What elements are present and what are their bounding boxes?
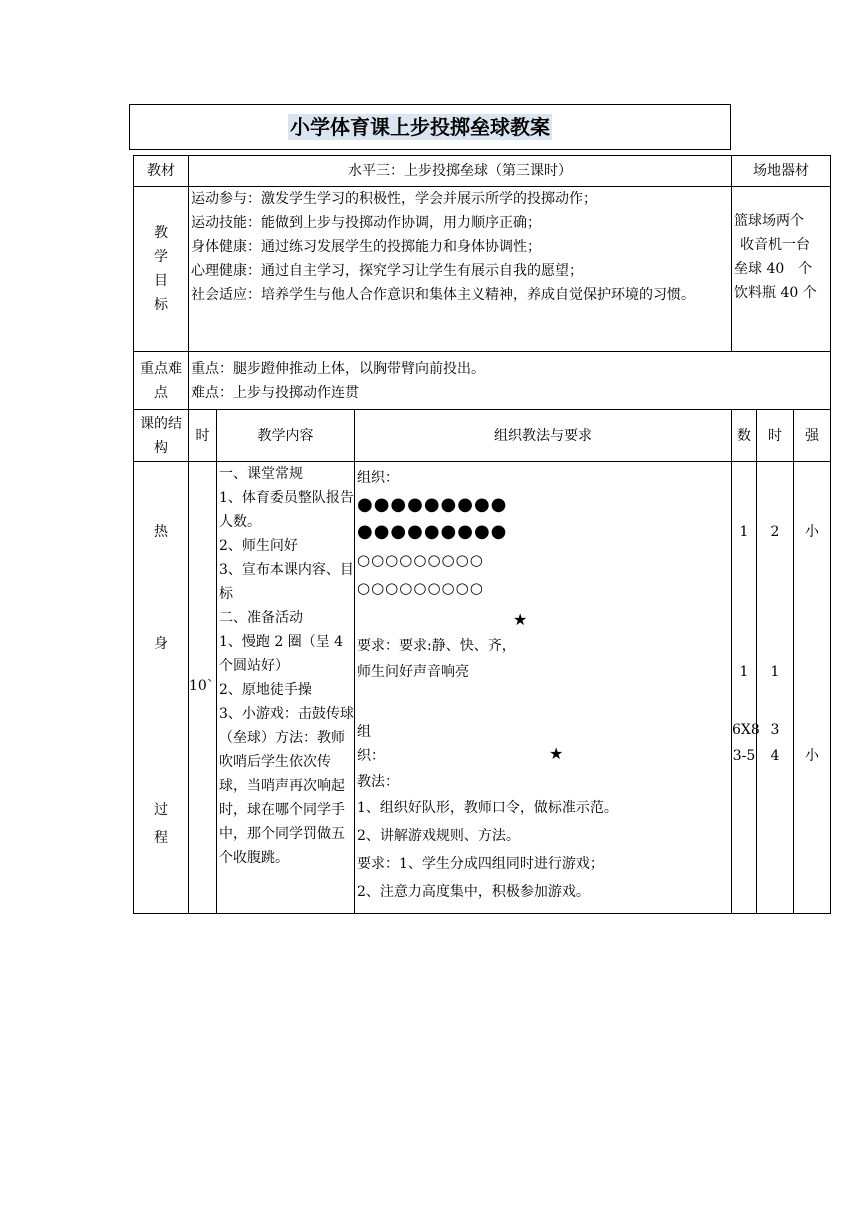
col-organization: 组织教法与要求: [355, 410, 732, 462]
warmup-organization: [355, 462, 732, 914]
column-header-row: [134, 410, 831, 462]
count-value: 6X8: [732, 722, 760, 738]
content-line: 二、准备活动: [219, 610, 303, 626]
duration-value: 3: [770, 722, 780, 738]
lesson-plan-table: [133, 155, 831, 914]
key-points-row: [134, 352, 831, 410]
objective-skill: 运动技能：能做到上步与投掷动作协调，用力顺序正确；: [191, 215, 541, 231]
objective-health: 身体健康：通过练习发展学生的投掷能力和身体协调性；: [191, 239, 541, 255]
formation-hollow-row: ○○○○○○○○○: [357, 579, 484, 597]
stage-char: 身: [154, 636, 168, 652]
objective-participation: 运动参与：激发学生学习的积极性，学会并展示所学的投掷动作；: [191, 191, 597, 207]
formation-filled-row: ●●●●●●●●●: [357, 521, 508, 542]
venue-label: 场地器材: [732, 156, 831, 187]
method-line: 2、讲解游戏规则、方法。: [357, 828, 520, 844]
requirement-line: 师生问好声音响亮: [357, 664, 469, 680]
content-line: 3、小游戏：击鼓传球（垒球）方法：教师吹哨后学生依次传球，当哨声再次响起时，球在哪个同学手中，那个同学罚做五个收腹跳。: [219, 706, 354, 866]
requirement-line: 要求：1、学生分成四组同时进行游戏；: [357, 856, 604, 872]
warmup-stage: [134, 462, 189, 914]
count-value: 3-5: [732, 748, 756, 764]
title-box: [129, 104, 731, 150]
objective-social: 社会适应：培养学生与他人合作意识和集体主义精神，养成自觉保护环境的习惯。: [191, 287, 695, 303]
stage-char: 热: [154, 524, 168, 540]
objectives-row: [134, 187, 831, 352]
warmup-time: [189, 462, 217, 914]
content-line: 一、课堂常规: [219, 466, 303, 482]
equipment-list: [732, 187, 831, 352]
time-value: 10`: [189, 678, 214, 694]
document-title: 小学体育课上步投掷垒球教案: [290, 115, 550, 139]
method-label: 教法：: [357, 774, 399, 790]
material-label: 教材: [134, 156, 189, 187]
col-structure: 课的结构: [134, 410, 189, 462]
method-line: 1、组织好队形，教师口令，做标准示范。: [357, 800, 618, 816]
col-time: 时: [189, 410, 217, 462]
material-row: [134, 156, 831, 187]
col-content: 教学内容: [217, 410, 355, 462]
key-focus: 重点：腿步蹬伸推动上体，以胸带臂向前投出。: [191, 360, 485, 377]
stage-char: 程: [154, 830, 168, 846]
warmup-counts: [732, 462, 760, 914]
formation-hollow-row: ○○○○○○○○○: [357, 551, 484, 569]
requirement-line: 要求：要求:静、快、齐，: [357, 638, 516, 654]
requirement-line: 2、注意力高度集中，积极参加游戏。: [357, 884, 590, 900]
key-points-content: [189, 352, 831, 410]
warmup-intensity: [794, 462, 831, 914]
content-line: 3、宣布本课内容、目标: [219, 562, 354, 602]
content-line: 2、原地徒手操: [219, 682, 312, 698]
content-line: 2、师生问好: [219, 538, 298, 554]
warmup-row: [134, 462, 831, 914]
warmup-durations: [757, 462, 794, 914]
key-difficulty: 难点：上步与投掷动作连贯: [191, 384, 359, 401]
org2-label-a: 组: [357, 724, 371, 740]
col-duration: 时: [757, 410, 794, 462]
content-line: 1、慢跑 2 圈（呈 4 个圆站好）: [219, 634, 344, 674]
equipment-item: 篮球场两个: [734, 213, 804, 229]
objectives-content: [189, 187, 732, 352]
col-intensity: 强: [794, 410, 831, 462]
formation-filled-row: ●●●●●●●●●: [357, 494, 508, 515]
teacher-star-icon: ★: [549, 744, 564, 763]
col-count: 数: [732, 410, 757, 462]
material-value: 水平三：上步投掷垒球（第三课时）: [189, 156, 732, 187]
intensity-value: 小: [805, 524, 819, 540]
duration-value: 4: [770, 748, 780, 764]
objectives-label: 教 学 目 标: [134, 187, 189, 352]
intensity-value: 小: [805, 748, 819, 764]
equipment-item: 垒球 40 个: [734, 261, 813, 277]
stage-char: 过: [154, 802, 168, 818]
org2-label-b: 织：: [357, 748, 385, 764]
count-value: 1: [739, 524, 749, 540]
objective-mental: 心理健康：通过自主学习，探究学习让学生有展示自我的愿望；: [191, 263, 583, 279]
count-value: 1: [739, 664, 749, 680]
teacher-star-icon: ★: [513, 610, 528, 629]
equipment-item: 饮料瓶 40 个: [734, 285, 817, 301]
key-points-label: 重点难点: [134, 352, 189, 410]
duration-value: 1: [770, 664, 780, 680]
duration-value: 2: [770, 524, 780, 540]
content-line: 1、体育委员整队报告人数。: [219, 490, 354, 530]
equipment-item: 收音机一台: [740, 237, 810, 253]
org-label: 组织：: [357, 470, 399, 486]
warmup-content: [217, 462, 355, 914]
